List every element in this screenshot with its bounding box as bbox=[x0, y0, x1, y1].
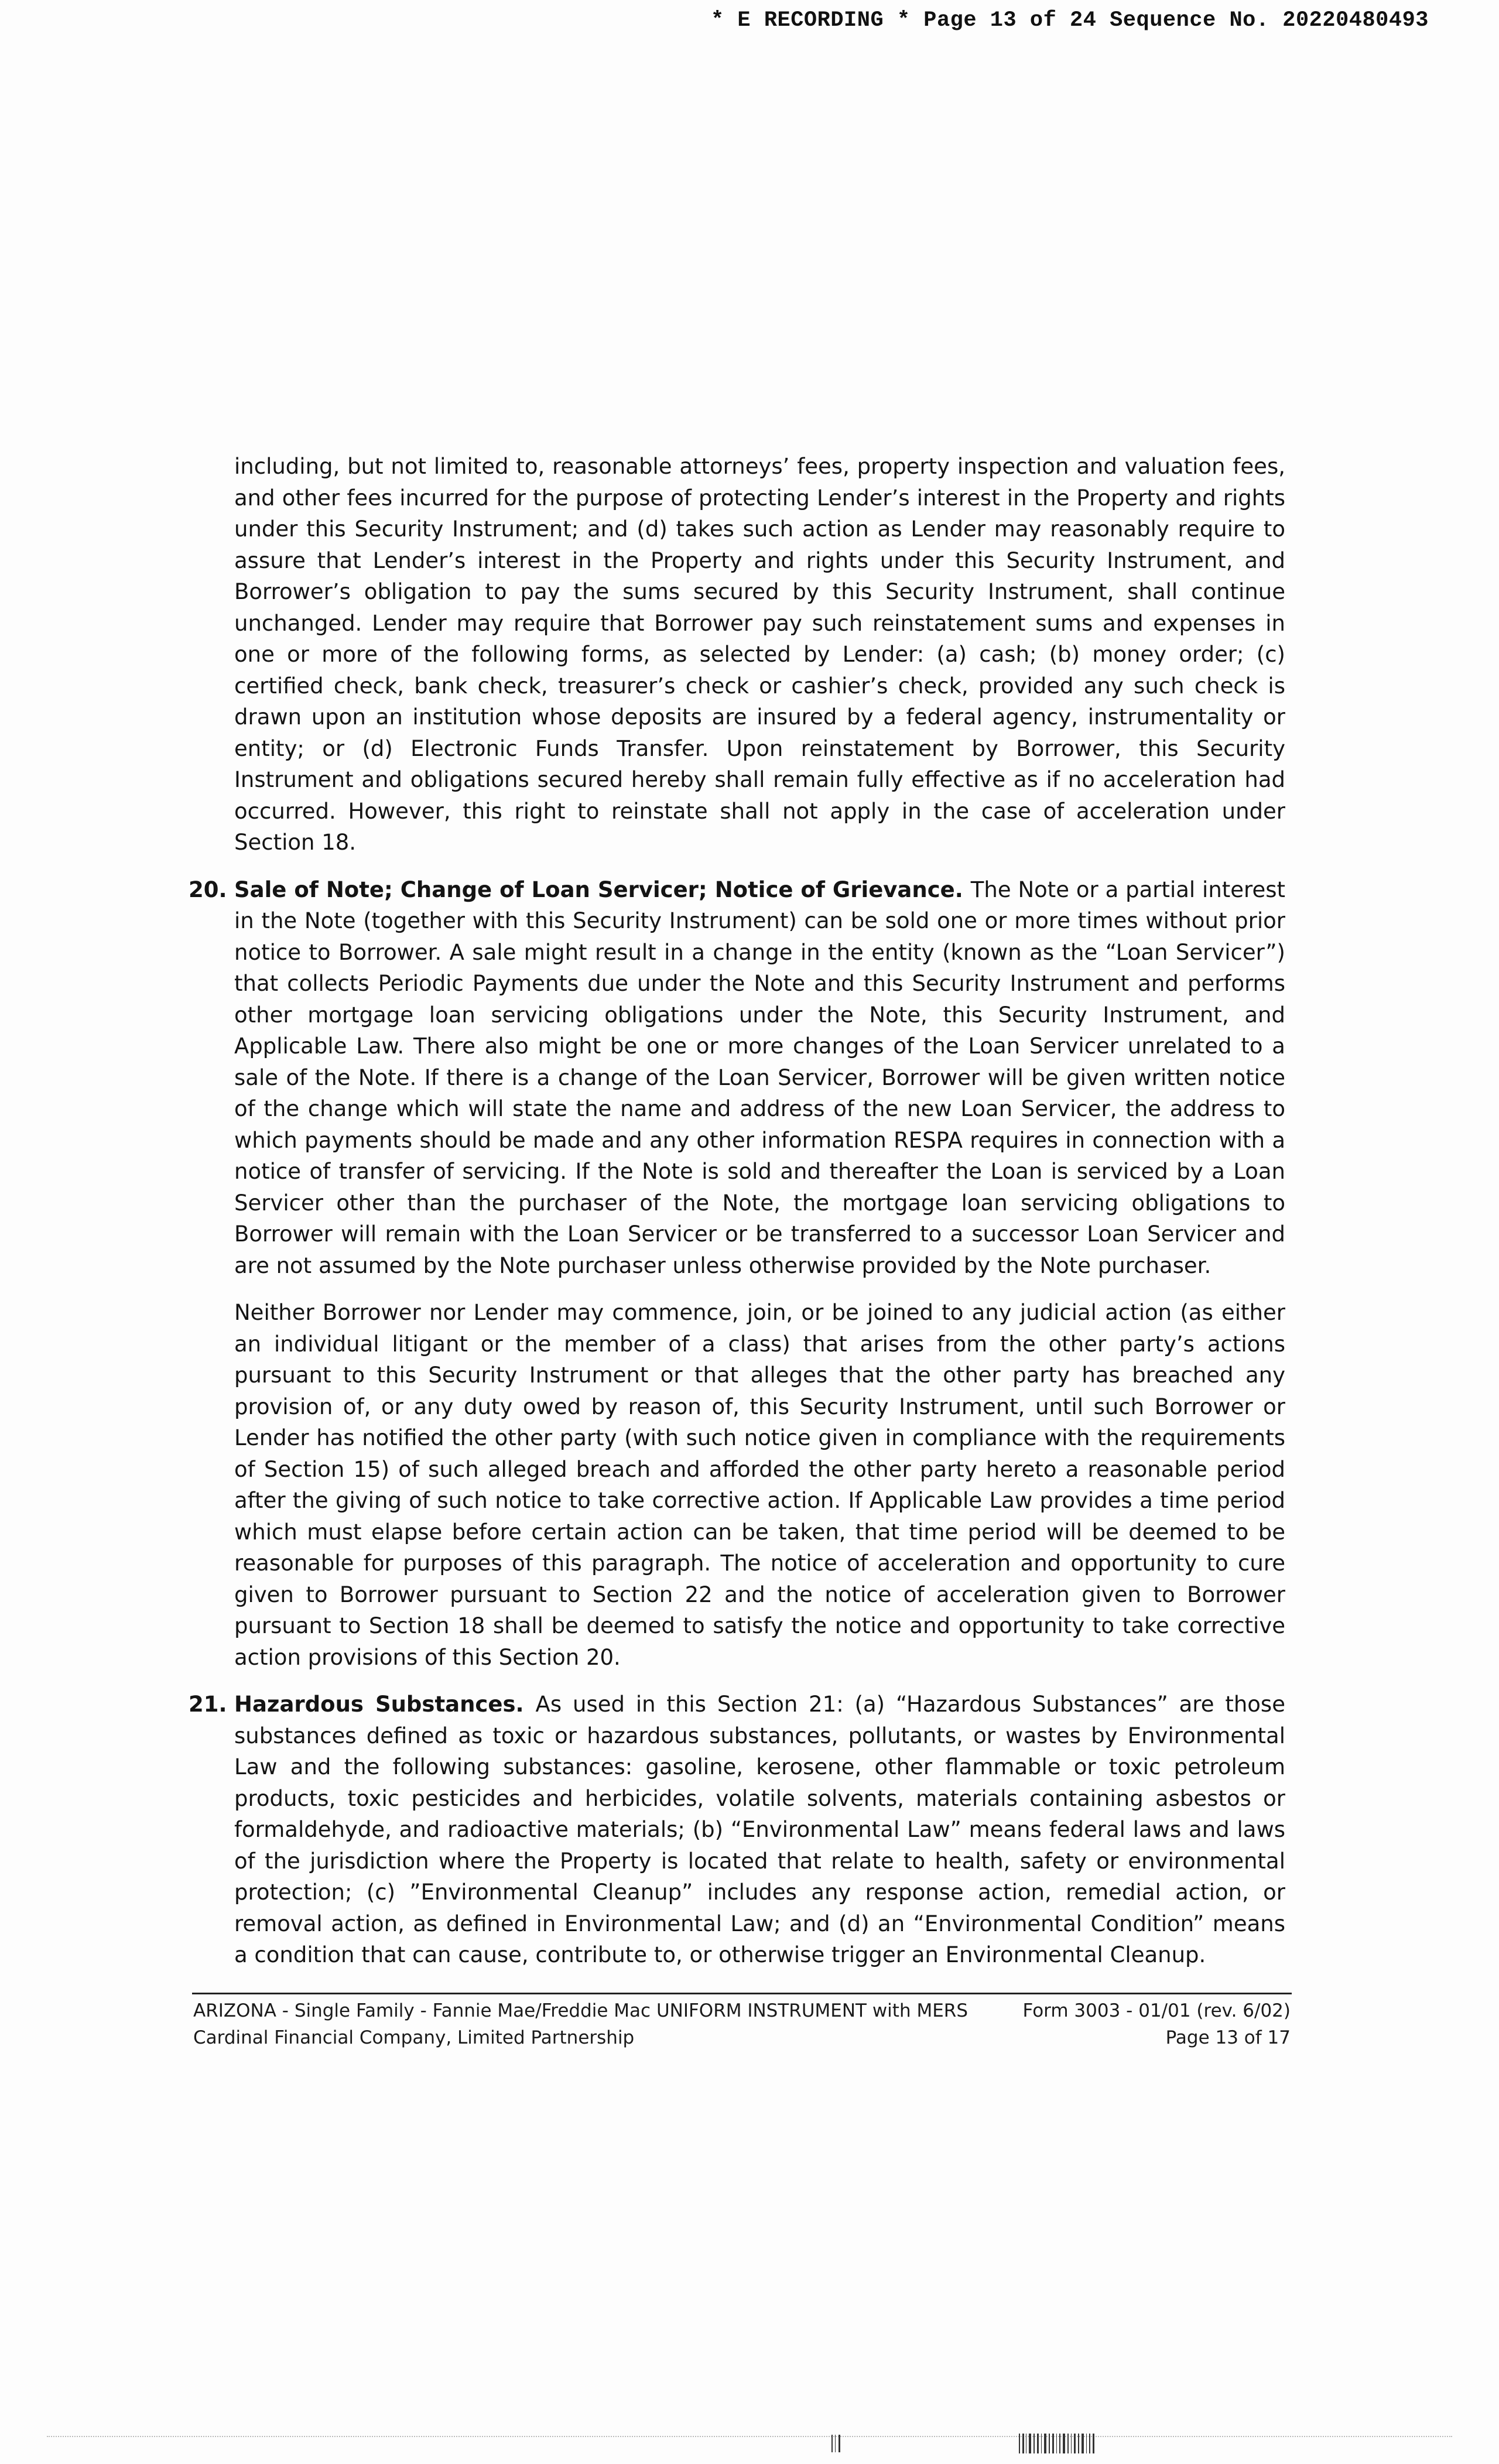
recording-stamp: * E RECORDING * Page 13 of 24 Sequence No. 20220480493 bbox=[711, 8, 1429, 33]
section-20 bbox=[189, 874, 1286, 1282]
footer-form-number: Form 3003 - 01/01 (rev. 6/02) bbox=[1022, 2000, 1291, 2021]
section-21 bbox=[189, 1689, 1285, 1971]
footer-left bbox=[193, 1997, 968, 2051]
document-body bbox=[189, 451, 1286, 1987]
section-number: 20. bbox=[189, 877, 227, 902]
section-number: 21. bbox=[189, 1692, 227, 1717]
section-text: As used in this Section 21: (a) “Hazardous Substances” are those substances defined as toxic or hazardous substances, pollutants, or wastes by Environmental Law and the following substances: gasoline, kerosene, other flammable or toxic petroleum products, toxic pesticides and herbicides, volatile solvents, materials containing asbestos or formaldehyde, and radioactive materials; (b) “Environmental Law” means federal laws and laws of the jurisdiction where the Property is located that relate to health, safety or environmental protection; (c) ”Environmental Cleanup” includes any response action, remedial action, or removal action, as defined in Environmental Law; and (d) an “Environmental Condition” means a condition that can cause, contribute to, or otherwise trigger an Environmental Cleanup. bbox=[234, 1692, 1285, 1967]
section-text: The Note or a partial interest in the Note (together with this Security Instrument) can be sold one or more times without prior notice to Borrower. A sale might result in a change in the entity (known as the “Loan Servicer”) that collects Periodic Payments due under the Note and this Security Instrument and performs other mortgage loan servicing obligations under the Note, this Security Instrument, and Applicable Law. There also might be one or more changes of the Loan Servicer unrelated to a sale of the Note. If there is a change of the Loan Servicer, Borrower will be given written notice of the change which will state the name and address of the new Loan Servicer, the address to which payments should be made and any other information RESPA requires in connection with a notice of transfer of servicing. If the Note is sold and thereafter the Loan is serviced by a Loan Servicer other than the purchaser of the Note, the mortgage loan servicing obligations to Borrower will remain with the Loan Servicer or be transferred to a successor Loan Servicer and are not assumed by the Note purchaser unless otherwise provided by the Note purchaser. bbox=[234, 877, 1286, 1278]
opening-paragraph: including, but not limited to, reasonable attorneys’ fees, property inspection and valuation fees, and other fees incurred for the purpose of protecting Lender’s interest in the Property and rights under this Security Instrument; and (d) takes such action as Lender may reasonably require to assure that Lender’s interest in the Property and rights under this Security Instrument, and Borrower’s obligation to pay the sums secured by this Security Instrument, shall continue unchanged. Lender may require that Borrower pay such reinstatement sums and expenses in one or more of the following forms, as selected by Lender: (a) cash; (b) money order; (c) certified check, bank check, treasurer’s check or cashier’s check, provided any such check is drawn upon an institution whose deposits are insured by a federal agency, instrumentality or entity; or (d) Electronic Funds Transfer. Upon reinstatement by Borrower, this Security Instrument and obligations secured hereby shall remain fully effective as if no acceleration had occurred. However, this right to reinstate shall not apply in the case of acceleration under Section 18. bbox=[234, 454, 1285, 855]
footer-page-label: Page 13 of 17 bbox=[1165, 2027, 1291, 2048]
section-title: Sale of Note; Change of Loan Servicer; Notice of Grievance. bbox=[234, 877, 971, 902]
footer-company: Cardinal Financial Company, Limited Partnership bbox=[193, 2027, 635, 2048]
section-title: Hazardous Substances. bbox=[234, 1692, 536, 1717]
footer-right bbox=[1022, 1997, 1291, 2051]
barcode-icon bbox=[808, 2430, 1452, 2453]
footer-divider bbox=[192, 1993, 1292, 1994]
section-20-continuation: Neither Borrower nor Lender may commence, join, or be joined to any judicial action (as either an individual litigant or the member of a class) that arises from the other party’s actions pursuant to this Security Instrument or that alleges that the other party has breached any provision of, or any duty owed by reason of, this Security Instrument, until such Borrower or Lender has notified the other party (with such notice given in compliance with the requirements of Section 15) of such alleged breach and afforded the other party hereto a reasonable period after the giving of such notice to take corrective action. If Applicable Law provides a time period which must elapse before certain action can be taken, that time period will be deemed to be reasonable for purposes of this paragraph. The notice of acceleration and opportunity to cure given to Borrower pursuant to Section 22 and the notice of acceleration given to Borrower pursuant to Section 18 shall be deemed to satisfy the notice and opportunity to take corrective action provisions of this Section 20. bbox=[234, 1300, 1285, 1670]
footer-form-line: ARIZONA - Single Family - Fannie Mae/Freddie Mac UNIFORM INSTRUMENT with MERS bbox=[193, 2000, 968, 2021]
